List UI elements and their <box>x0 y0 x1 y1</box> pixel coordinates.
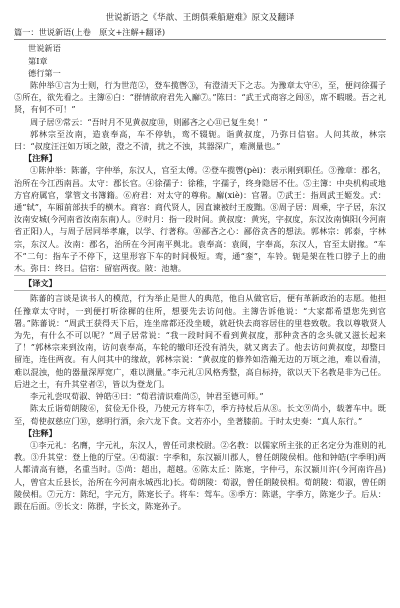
notes-block <box>14 164 386 274</box>
divider <box>14 290 386 291</box>
document-title: 世说新语之《华歆、王朗俱乘船避难》原文及翻译 <box>105 13 295 23</box>
divider <box>14 275 386 276</box>
section-title: 德行第一 <box>28 67 61 78</box>
book-title: 世说新语 <box>28 43 61 54</box>
notes-paragraph: ①李元礼：名膺，字元礼，东汉人，曾任司隶校尉。②名教：以儒家所主张的正名定分为准则的礼教。③升其堂：登上他的厅堂。④荀淑：字季和，东汉颍川郡人，曾任朗陵侯相。他和钟皓(字季明)两人都清高有德，名重当时。⑤尚：超出，超越。⑥陈太丘：陈寔，字仲弓，东汉颍川许(今河南许昌)人，曾官太丘县长，治所在今河南永城西北)长。荀朗陵：荀淑，曾任朗陵侯相。荀朗陵：荀淑，曾任朗陵侯相。⑦元方：陈纪，字元方，陈寔长子。将车：驾车。⑧季方：陈谌，字季方，陈寔少子。后从：跟在后面。⑨长文：陈群，字长文，陈寔孙子。 <box>14 439 386 511</box>
original-paragraph: 郭林宗至汝南，造袁奉高，车不停轨，鸾不辍轭。诣黄叔度，乃弥日信宿。人问其故，林宗曰：“叔度汪汪如万顷之陂，澄之不清，扰之不浊，其器深广，难测量也。” <box>14 128 386 152</box>
translation-paragraph: 陈太丘诣荀朗陵⑥，贫俭无仆役，乃使元方将车⑦，季方持杖后从⑧。长文⑨尚小，载著车中。既至，荀使叔慈应门⑩，慈明行酒，余六龙下食。文若亦小，坐著膝前。于时太史奏：“真人东行。” <box>14 403 386 426</box>
translation-label: 【译文】 <box>24 278 57 289</box>
chapter-title: 第Ⅰ章 <box>28 55 48 66</box>
divider <box>14 39 386 40</box>
notes-label: 【注释】 <box>24 427 57 438</box>
original-paragraph: 陈仲举①言为士则，行为世范②，登车揽辔③，有澄清天下之志。为豫章太守④，至，便问徐孺子⑤所在，欲先看之。主簿⑥白：“群情欲府君先入廨⑦。”陈曰：“武王式商容之闾⑧，席不暇暖。吾之礼贤，有何不可！” <box>14 80 386 115</box>
translation-paragraph: 李元礼尝叹荀淑、钟皓④曰：“荀君清识难尚⑤，钟君至德可师。” <box>30 391 264 402</box>
notes-paragraph: ①陈仲举：陈蕃，字仲举，东汉人，官至太傅。②登车揽辔(pèi)：表示刚到职任。③豫章：郡名，治所在今江西南昌。太守：郡长官。④徐孺子：徐稚，字孺子，终身隐居不仕。⑤主簿：中央机构或地方官府属官，掌管文书簿籍。⑥府君：对太守的尊称。廨(xiè)：官署。⑦武王：指周武王姬发。式：通“轼”，车厢前部扶手的横木。商容：商代贤人，因直谏被纣王废黜。⑧周子居：周乘，字子居，东汉汝南安城(今河南省汝南东南)人。⑨时月：指一段时间。黄叔度：黄宪，字叔度，东汉汝南慎阳(今河南省正阳)人，与周子居同举孝廉，以学、行著称。⑩鄙吝之心：鄙俗贪吝的想法。郭林宗：郭泰，字林宗，东汉人。汝南：郡名，治所在今河南平舆北。袁奉高：袁阆，字奉高，东汉人，官至太尉掾。“车不”二句：指车子不停下，这里形容下车的时间极短。鸾，通“銮”，车铃。轭是架在牲口脖子上的曲木。弥日：终日。信宿：留宿两夜。陂：池塘。 <box>14 165 386 274</box>
translation-text <box>14 292 386 426</box>
original-paragraph: 周子居⑨常云：“吾时月不见黄叔度⑩，则鄙吝之心⑪已复生矣！” <box>30 116 268 127</box>
part-heading: 篇一：世说新语(上卷 原文+注解+翻译) <box>14 27 166 38</box>
translation-paragraph: 陈蕃的言谈是读书人的模范，行为举止是世人的典范，他自从做官后，便有革新政治的志愿。他担任豫章太守时，一到便打听徐穉的住所，想要先去访问他。主簿告诉他说：“大家都希望您先到官署。”陈蕃说：“周武王获得天下后，连坐席都还没坐暖，就赶快去商容居住的里巷致敬。我以尊敬贤人为先，有什么不可以呢？”周子居常说：“我一段时间不看到黄叔度，那种贪吝的念头就又滋长起来了！”郭林宗来到汝南，访问袁奉高，车轮的辙印还没有消失，就又离去了。他去访问黄叔度，却整日留连，连住两夜。有人问其中的缘故，郭林宗说：“黄叔度的修养如浩瀚无边的万顷之池，难以看清，难以混浊，他的器量深厚宽广，难以测量。”李元礼①风格秀整，高自标持，欲以天下名教是非为己任。后进之士，有升其堂者②，皆以为登龙门。 <box>14 293 386 389</box>
original-text <box>14 79 386 152</box>
notes-label: 【注释】 <box>24 153 57 164</box>
notes-block <box>14 439 386 512</box>
